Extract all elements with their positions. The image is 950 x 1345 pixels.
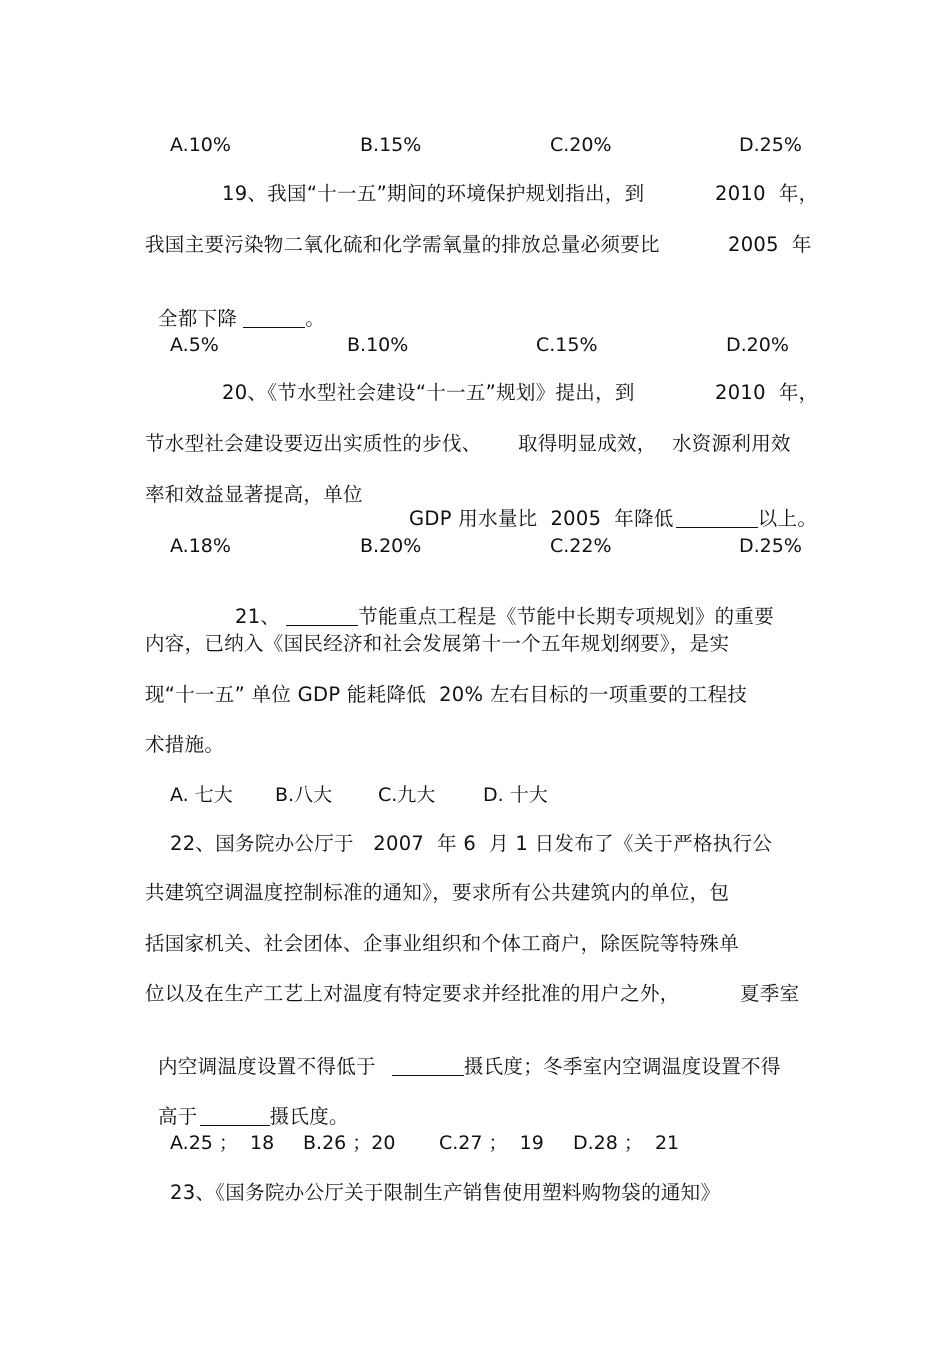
q20-line-3b-text: GDP 用水量比 2005 年降低: [409, 507, 674, 530]
q20-option-c: C.22%: [550, 535, 612, 557]
q21-option-b: B.八大: [275, 784, 333, 806]
q22-answer-blank-2: [200, 1105, 270, 1126]
q21-option-d: D. 十大: [483, 784, 548, 806]
q22-line-6: [145, 1081, 349, 1129]
q22-line-1: 22、国务院办公厅于 2007 年 6 月 1 日发布了《关于严格执行公: [170, 832, 773, 855]
q19-option-a: A.5%: [170, 334, 219, 356]
q21-line-1: [222, 581, 774, 629]
q18-option-d: D.25%: [739, 134, 802, 156]
q22-line-4-end: 夏季室: [740, 982, 800, 1005]
q21-number: 21、: [235, 605, 281, 628]
q19-line-2-year: 2005 年: [728, 233, 812, 256]
q21-option-a: A. 七大: [170, 784, 233, 806]
q23-line-1: 23、《国务院办公厅关于限制生产销售使用塑料购物袋的通知》: [170, 1181, 721, 1204]
q20-line-1-year: 2010 年，: [715, 381, 819, 404]
q22-line-2: 共建筑空调温度控制标准的通知》，要求所有公共建筑内的单位，包: [145, 881, 730, 904]
q20-line-2a: 节水型社会建设要迈出实质性的步伐、: [145, 432, 482, 455]
q19-option-c: C.15%: [536, 334, 598, 356]
q19-line-3-text: 全都下降: [158, 307, 238, 330]
q20-option-b: B.20%: [360, 535, 422, 557]
q20-line-3b-end: 以上。: [757, 507, 818, 530]
q22-line-3: 括国家机关、社会团体、企事业组织和个体工商户，除医院等特殊单: [145, 932, 740, 955]
q20-line-2c: 水资源利用效: [672, 432, 791, 455]
q19-line-2: 我国主要污染物二氧化硫和化学需氧量的排放总量必须要比: [145, 233, 660, 256]
q22-line-6-end: 摄氏度。: [269, 1105, 349, 1128]
q20-option-d: D.25%: [739, 535, 802, 557]
q21-line-2: 内容，已纳入《国民经济和社会发展第十一个五年规划纲要》，是实: [145, 632, 730, 655]
q22-line-5: [145, 1031, 781, 1079]
q22-line-4: 位以及在生产工艺上对温度有特定要求并经批准的用户之外，: [145, 982, 680, 1005]
q19-line-3: [145, 283, 325, 331]
q21-answer-blank: [286, 605, 358, 626]
q19-line-1: 19、我国“十一五”期间的环境保护规划指出，到: [222, 182, 645, 205]
q22-line-5-text: 内空调温度设置不得低于: [158, 1055, 376, 1078]
q19-line-3-end: 。: [305, 307, 326, 330]
q21-line-1-text: 节能重点工程是《节能中长期专项规划》的重要: [358, 605, 775, 628]
q19-option-b: B.10%: [347, 334, 409, 356]
q22-option-d: D.28 ； 21: [573, 1132, 680, 1154]
q22-option-c: C.27 ； 19: [439, 1132, 544, 1154]
q20-option-a: A.18%: [170, 535, 231, 557]
q21-line-3: 现“十一五” 单位 GDP 能耗降低 20% 左右目标的一项重要的工程技: [145, 683, 748, 706]
q18-option-b: B.15%: [360, 134, 422, 156]
q20-line-1: 20、《节水型社会建设“十一五”规划》提出，到: [222, 381, 635, 404]
q20-line-2b: 取得明显成效，: [518, 432, 657, 455]
q19-option-d: D.20%: [726, 334, 789, 356]
q22-answer-blank-1: [392, 1055, 464, 1076]
q21-line-4: 术措施。: [145, 733, 225, 756]
q19-answer-blank: [243, 307, 305, 328]
q22-line-5-end: 摄氏度；冬季室内空调温度设置不得: [463, 1055, 781, 1078]
q22-option-a: A.25 ； 18: [170, 1132, 275, 1154]
q20-line-3b: [396, 483, 817, 531]
q18-option-a: A.10%: [170, 134, 231, 156]
q22-option-b: B.26 ；20: [303, 1132, 396, 1154]
q21-option-c: C.九大: [378, 784, 436, 806]
q19-line-1-year: 2010 年，: [715, 182, 819, 205]
q22-line-6-text: 高于: [158, 1105, 198, 1128]
q20-answer-blank: [676, 507, 758, 528]
q20-line-3a: 率和效益显著提高，单位: [145, 483, 363, 506]
q18-option-c: C.20%: [550, 134, 612, 156]
